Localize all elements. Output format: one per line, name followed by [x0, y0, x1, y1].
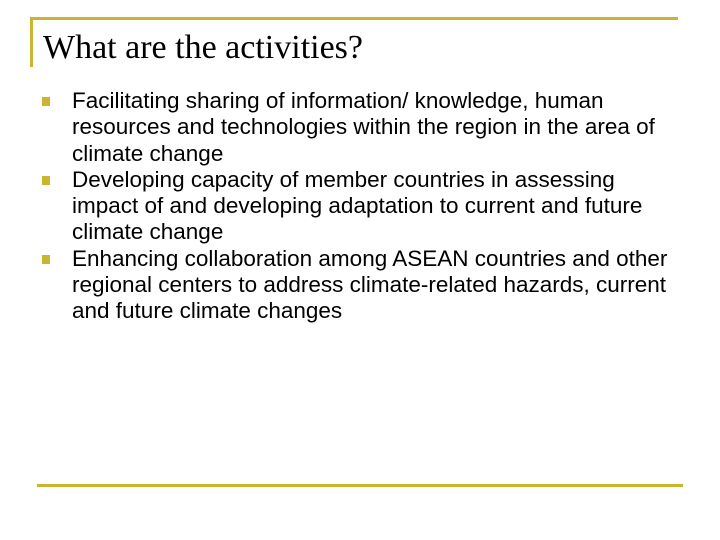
square-bullet-icon — [42, 97, 50, 106]
bullet-text: Facilitating sharing of information/ knowledge, human resources and technologies within the region in the area of climate change — [72, 88, 655, 166]
bullet-text: Enhancing collaboration among ASEAN countries and other regional centers to address climate-related hazards, current and future climate changes — [72, 245, 668, 324]
bullet-item — [42, 88, 672, 167]
bullet-item — [42, 167, 672, 246]
bullet-text: Developing capacity of member countries in assessing impact of and developing adaptation to current and future climate change — [72, 166, 643, 245]
bullet-item — [42, 246, 672, 325]
bottom-rule — [37, 484, 683, 487]
title-frame-top-rule — [30, 17, 678, 20]
square-bullet-icon — [42, 176, 50, 185]
square-bullet-icon — [42, 255, 50, 264]
slide-title: What are the activities? — [43, 29, 363, 66]
bullet-list — [42, 88, 672, 325]
title-frame-left-rule — [30, 17, 33, 67]
